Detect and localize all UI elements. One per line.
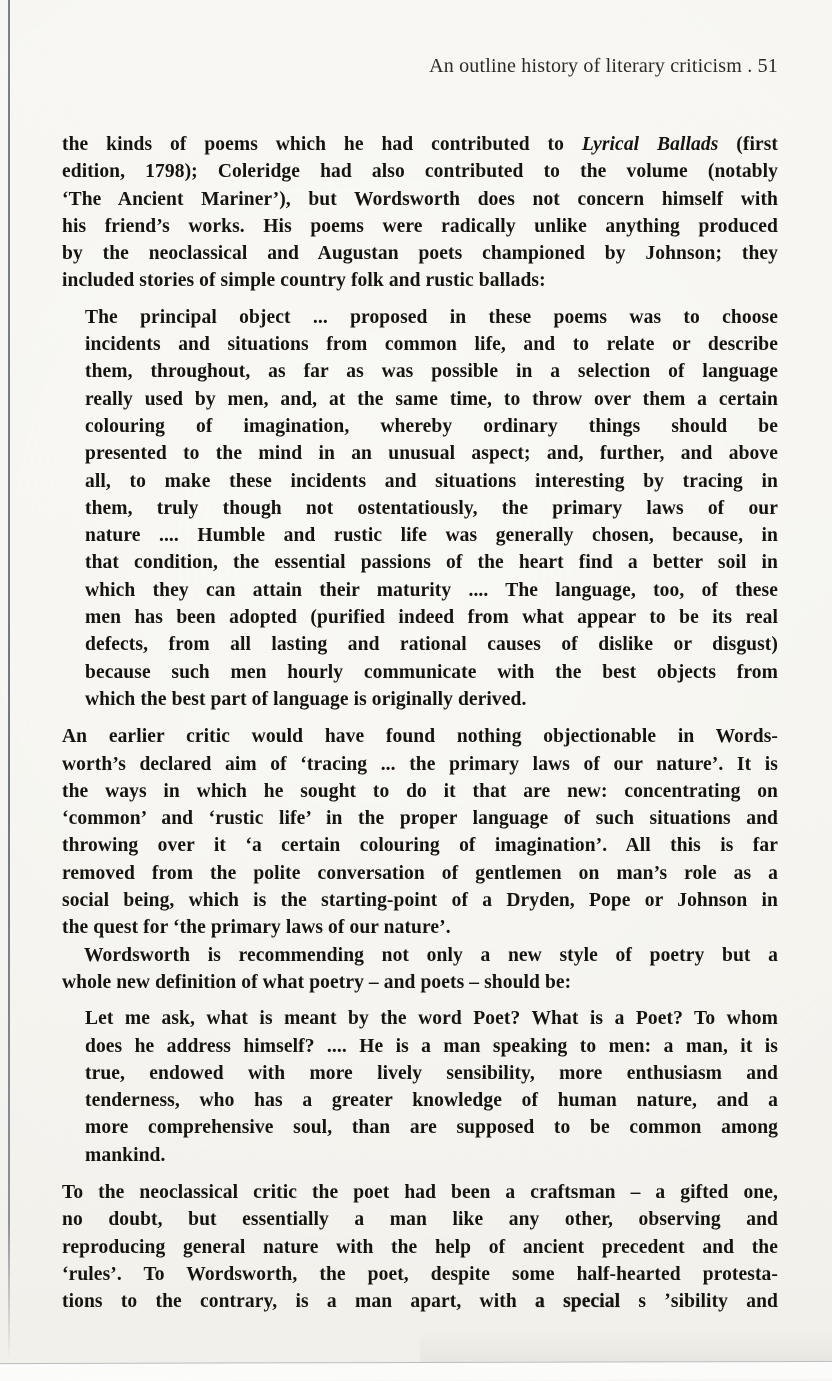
paragraph [62, 1179, 778, 1315]
text-line: social being, which is the starting-point of a Dryden, Pope or Johnson in [62, 890, 778, 912]
text-line: men has been adopted (purified indeed from what appear to be its real [85, 607, 778, 629]
paragraph [62, 723, 778, 941]
page-bottom-edge [0, 1361, 832, 1381]
text-line: edition, 1798); Coleridge had also contributed to the volume (notably [62, 161, 778, 183]
text-line: that condition, the essential passions of the heart find a better soil in [85, 552, 778, 574]
running-header: An outline history of literary criticism . 51 [429, 55, 778, 77]
text-line: more comprehensive soul, than are supposed to be common among [85, 1117, 778, 1139]
page-body [62, 131, 778, 1315]
text-line: incidents and situations from common life, and to relate or describe [85, 334, 778, 356]
blockquote [85, 1005, 778, 1169]
text-line: does he address himself? .... He is a man speaking to men: a man, it is [85, 1035, 778, 1057]
text-line: colouring of imagination, whereby ordinary things should be [85, 415, 778, 437]
paragraph [62, 131, 778, 295]
text-line: them, truly though not ostentatiously, the primary laws of our [85, 497, 778, 519]
text-line: worth’s declared aim of ‘tracing ... the primary laws of our nature’. It is [62, 753, 778, 775]
text-line: no doubt, but essentially a man like any other, observing and [62, 1209, 778, 1231]
text-line: ‘The Ancient Mariner’), but Wordsworth does not concern himself with [62, 188, 778, 210]
text-line: To the neoclassical critic the poet had been a craftsman – a gifted one, [62, 1181, 778, 1203]
text-line: ‘common’ and ‘rustic life’ in the proper language of such situations and [62, 808, 778, 830]
text-line: defects, from all lasting and rational causes of dislike or disgust) [85, 634, 778, 656]
text-line: true, endowed with more lively sensibility, more enthusiasm and [85, 1062, 778, 1084]
text-line: Let me ask, what is meant by the word Poet? What is a Poet? To whom [85, 1008, 778, 1030]
text-line: them, throughout, as far as was possible in a selection of language [85, 361, 778, 383]
text-line: presented to the mind in an unusual aspect; and, further, and above [85, 443, 778, 465]
text-line: which they can attain their maturity .... The language, too, of these [85, 579, 778, 601]
text-line: removed from the polite conversation of gentlemen on man’s role as a [62, 862, 778, 884]
text-line: The principal object ... proposed in these poems was to choose [85, 306, 778, 328]
text-line: An earlier critic would have found nothing objectionable in Words- [62, 726, 778, 748]
text-line: tenderness, who has a greater knowledge of human nature, and a [85, 1090, 778, 1112]
text-line: the ways in which he sought to do it that are new: concentrating on [62, 780, 778, 802]
blockquote [85, 304, 778, 713]
text-line: which the best part of language is originally derived. [85, 688, 527, 710]
text-line: ‘rules’. To Wordsworth, the poet, despite some half-hearted protesta- [62, 1263, 778, 1285]
text-line: nature .... Humble and rustic life was generally chosen, because, in [85, 525, 778, 547]
text-line: included stories of simple country folk and rustic ballads: [62, 270, 546, 292]
text-line: mankind. [85, 1144, 166, 1166]
text-line: because such men hourly communicate with the best objects from [85, 661, 778, 683]
scan-shadow [420, 1330, 832, 1362]
text-line: the kinds of poems which he had contributed to Lyrical Ballads (first [62, 134, 779, 155]
text-line: really used by men, and, at the same time, to throw over them a certain [85, 388, 778, 410]
page-gutter-edge [8, 0, 10, 1358]
text-line: tions to the contrary, is a man apart, with a special s ʼsibility and [62, 1291, 778, 1313]
text-line: reproducing general nature with the help of ancient precedent and the [62, 1236, 778, 1258]
paragraph [62, 942, 778, 997]
text-line: Wordsworth is recommending not only a new style of poetry but a [84, 944, 778, 966]
text-line: all, to make these incidents and situations interesting by tracing in [85, 470, 778, 492]
text-line: by the neoclassical and Augustan poets championed by Johnson; they [62, 243, 778, 265]
text-line: his friend’s works. His poems were radically unlike anything produced [62, 215, 778, 237]
text-line: throwing over it ‘a certain colouring of imagination’. All this is far [62, 835, 778, 857]
text-line: the quest for ‘the primary laws of our nature’. [62, 917, 451, 939]
text-line: whole new definition of what poetry – and poets – should be: [62, 971, 572, 993]
